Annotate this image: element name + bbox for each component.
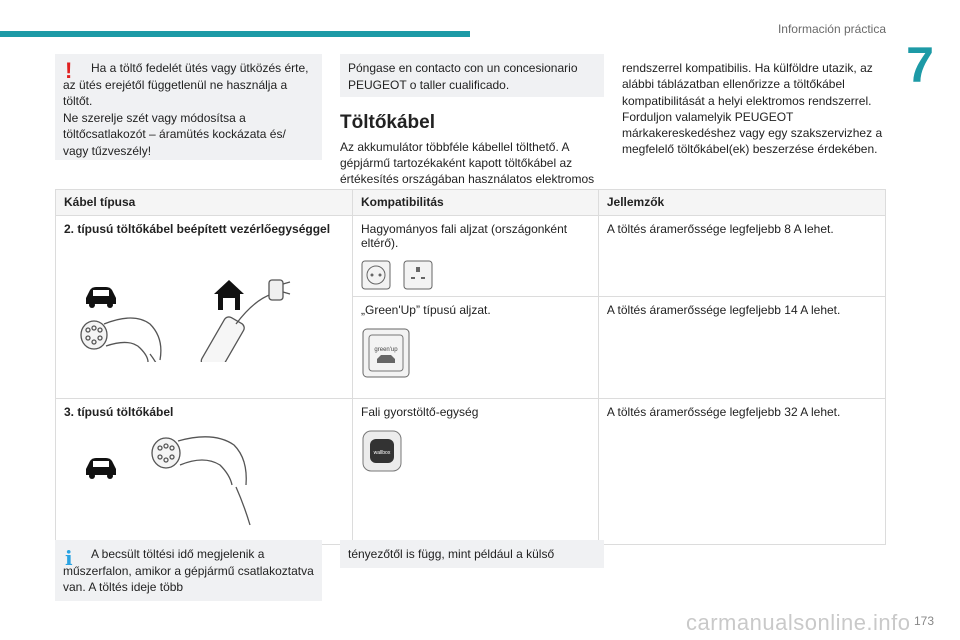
type2-cable-illustration [64,242,344,362]
cable-type-label: 2. típusú töltőkábel beépített vezérlőegységgel [64,222,331,236]
section-header-title: Información práctica [777,22,886,36]
car-icon [86,458,116,479]
cable-compatibility-table [55,189,886,545]
continuation-box [340,540,604,568]
warning-text-2: Ne szerelje szét vagy módosítsa a töltőcsatlakozót – áramütés kockázata és/ vagy tűzveszély! [63,110,286,158]
continuation-text: tényezőtől is függ, mint például a külső [348,547,555,561]
characteristics-text: A töltés áramerőssége legfeljebb 8 A lehet. [606,222,834,236]
table-row [56,216,886,297]
type3-cable-illustration [64,425,344,535]
cable-type-cell [56,216,353,399]
info-icon: i [65,546,73,570]
type2-connector [152,437,250,525]
section-title: Töltőkábel [340,112,436,133]
table-row [56,399,886,545]
car-icon [86,287,116,308]
warning-box [55,54,322,160]
characteristics-text: A töltés áramerőssége legfeljebb 14 A lehet. [606,303,841,317]
wall-socket-icons [361,260,590,290]
table-header-characteristics: Jellemzők [598,190,885,216]
greenup-label: green'up [374,347,398,353]
info-text: A becsült töltési idő megjelenik a műszerfalon, amikor a gépjármű csatlakoztatva van. A töltés ideje több [63,547,314,594]
control-box [196,280,290,362]
warning-text-1: Ha a töltő fedelét ütés vagy ütközés érte, az ütés erejétől függetlenül ne használja a töltőt. [63,61,309,108]
page-number: 173 [913,614,934,628]
cable-type-cell [56,399,353,545]
compatibility-cell [353,297,599,399]
contact-text: Póngase en contacto con un concesionario PEUGEOT o taller cualificado. [348,61,578,92]
table-header-compatibility: Kompatibilitás [353,190,599,216]
characteristics-text: A töltés áramerőssége legfeljebb 32 A lehet. [606,405,841,419]
compatibility-text: Fali gyorstöltő-egység [361,405,479,419]
characteristics-cell [598,297,885,399]
chapter-number: 7 [906,37,934,93]
compatibility-cell [353,399,599,545]
uk-socket-icon [403,260,433,290]
wallbox-icon [361,429,403,473]
watermark: carmanualsonline.info [686,610,911,635]
compatibility-cell [353,216,599,297]
warning-icon: ! [65,58,73,83]
contact-box [340,54,604,97]
type2-connector [81,318,164,362]
schuko-socket-icon [361,260,391,290]
compatibility-text: Hagyományos fali aljzat (országonként eltérő). [361,222,568,250]
characteristics-cell [598,399,885,545]
characteristics-cell [598,216,885,297]
header-accent-bar [0,31,470,37]
right-column-text: rendszerrel kompatibilis. Ha külföldre utazik, az alábbi táblázatban ellenőrizze a töltőkábel kompatibilitását a helyi elektromos rendszerrel. Forduljon valamelyik PEUGEOT márkakereskedéshez vagy egy szakszervizhez a megfelelő töltőkábel(ek) beszerzése érdekében. [622,61,883,157]
greenup-socket-icon [361,327,411,379]
table-header-row [56,190,886,216]
info-box [55,540,322,601]
intro-text: Az akkumulátor többféle kábellel tölthető. A gépjármű tartozékaként kapott töltőkábel az értékesítés országában használatos elektromos [340,140,595,186]
cable-type-label: 3. típusú töltőkábel [64,405,174,419]
table-header-cable-type: Kábel típusa [56,190,353,216]
wallbox-label: wallbox [373,450,391,456]
compatibility-text: „Green'Up” típusú aljzat. [361,303,491,317]
house-icon [214,280,244,310]
